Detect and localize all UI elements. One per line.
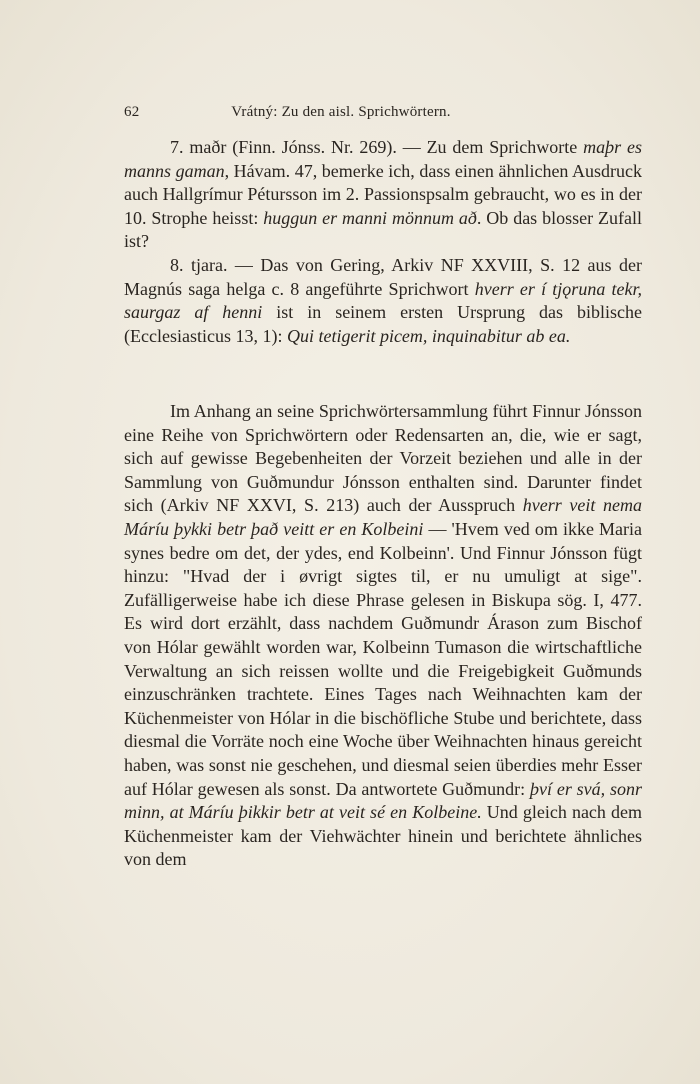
text-run: — 'Hvem ved om ikke Maria synes bedre om det, der ydes, end Kolbeinn'. Und Finnur Jónsson fügt hinzu: "Hvad der i øvrigt sigtes til, er nu umuligt at sige". Zufälligerweise habe ich diese Phrase gelesen in Biskupa sög. I, 477. Es wird dort erzählt, dass nachdem Guðmundr Árason zum Bischof von Hólar gewählt worden war, Kolbeinn Tumason die wirtschaftliche Verwaltung an sich reissen wollte und die Freigebigkeit Guðmunds einzuschränken trachtete. Eines Tages nach Weihnachten kam der Küchenmeister von Hólar in die bischöfliche Stube und berichtete, dass diesmal die Vorräte noch eine Woche über Weihnachten hinaus gereicht haben, was sonst nie geschehen, und diesmal seien überdies mehr Esser auf Hólar gewesen als sonst. Da antwortete Guðmundr:	[124, 518, 642, 799]
text-run: ist in seinem ersten Ursprung das biblische (Ecclesiasticus 13, 1):	[124, 302, 642, 346]
text-run: , Hávam. 47, bemerke ich, dass einen ähnlichen Ausdruck auch Hallgrímur Pétursson im 2. Passionspsalm gebraucht, wo es in der 10. Strophe heisst:	[124, 160, 642, 228]
text-run: 8. tjara. — Das von Gering, Arkiv NF XXVIII, S. 12 aus der Magnús saga helga c. 8 angeführte Sprichwort	[124, 254, 642, 299]
running-title: Vrátný: Zu den aisl. Sprichwörtern.	[231, 104, 451, 120]
paragraph-note-8	[124, 254, 642, 348]
page-header	[124, 104, 538, 126]
paragraph-note-7	[124, 136, 642, 254]
notes-section	[124, 136, 642, 348]
quote-run: maþr es manns gaman	[124, 137, 643, 181]
text-run: 7. maðr (Finn. Jónss. Nr. 269). — Zu dem Sprichworte	[170, 137, 584, 157]
quote-run: hverr er í tjǫruna tekr, saurgaz af henni	[124, 278, 642, 323]
paragraph-anhang	[124, 400, 642, 872]
text-run: Und gleich nach dem Küchenmeister kam der Viehwächter hinein und berichtete ähnliches von dem	[124, 802, 642, 870]
quote-run: hverr veit nema Máríu þykki betr það veitt er en Kolbeini	[124, 495, 642, 539]
text-run: Im Anhang an seine Sprichwörtersammlung führt Finnur Jónsson eine Reihe von Sprichwörtern oder Redensarten an, die, wie er sagt, sich auf gewisse Begebenheiten der Vorzeit beziehen und alle in der Sammlung von Guðmundur Jónsson enthalten sind. Darunter findet sich (Arkiv NF XXVI, S. 213) auch der Ausspruch	[124, 401, 642, 516]
quote-run: Qui tetigerit picem, inquinabitur ab ea.	[286, 325, 571, 346]
text-run: . Ob das blosser Zufall ist?	[124, 207, 642, 252]
quote-run: huggun er manni mönnum að	[263, 207, 477, 228]
page-number: 62	[124, 104, 140, 120]
quote-run: því er svá, sonr minn, at Máríu þikkir betr at veit sé en Kolbeine.	[124, 778, 642, 823]
main-section	[124, 400, 642, 872]
